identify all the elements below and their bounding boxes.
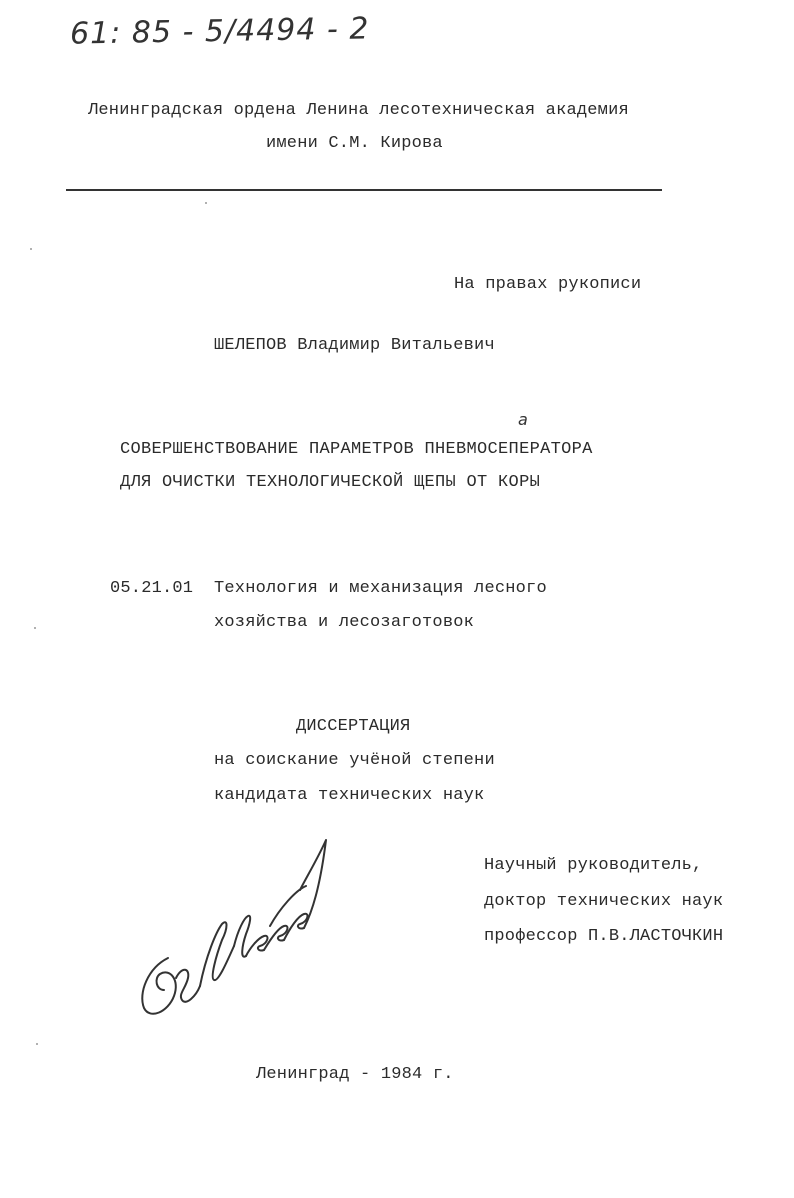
title-line-2: ДЛЯ ОЧИСТКИ ТЕХНОЛОГИЧЕСКОЙ ЩЕПЫ ОТ КОРЫ xyxy=(120,473,541,492)
work-type-line-2: кандидата технических наук xyxy=(214,786,485,805)
supervisor-line-3: профессор П.В.ЛАСТОЧКИН xyxy=(484,927,724,946)
signature-image xyxy=(130,828,340,1028)
specialty-code: 05.21.01 xyxy=(110,579,194,598)
work-type-line-1: на соискание учёной степени xyxy=(214,751,495,770)
institution-line-2: имени С.М. Кирова xyxy=(266,134,443,153)
scan-speck xyxy=(205,202,207,204)
manuscript-note: На правах рукописи xyxy=(454,275,642,294)
scan-speck xyxy=(34,627,36,629)
specialty-name-line-1: Технология и механизация лесного xyxy=(214,579,547,598)
title-line-1: СОВЕРШЕНСТВОВАНИЕ ПАРАМЕТРОВ ПНЕВМОСЕПЕРАТОРА xyxy=(120,440,593,459)
scan-speck xyxy=(30,248,32,250)
title-correction: а xyxy=(518,410,528,429)
header-rule xyxy=(66,189,662,191)
specialty-name-line-2: хозяйства и лесозаготовок xyxy=(214,613,475,632)
archive-code: 61: 85 - 5/4494 - 2 xyxy=(69,11,370,52)
place-year: Ленинград - 1984 г. xyxy=(256,1065,454,1084)
work-type-heading: ДИССЕРТАЦИЯ xyxy=(296,717,411,736)
scan-speck xyxy=(36,1043,38,1045)
institution-line-1: Ленинградская ордена Ленина лесотехническая академия xyxy=(88,101,629,120)
author-name: ШЕЛЕПОВ Владимир Витальевич xyxy=(214,336,495,355)
supervisor-line-2: доктор технических наук xyxy=(484,892,724,911)
supervisor-line-1: Научный руководитель, xyxy=(484,856,703,875)
